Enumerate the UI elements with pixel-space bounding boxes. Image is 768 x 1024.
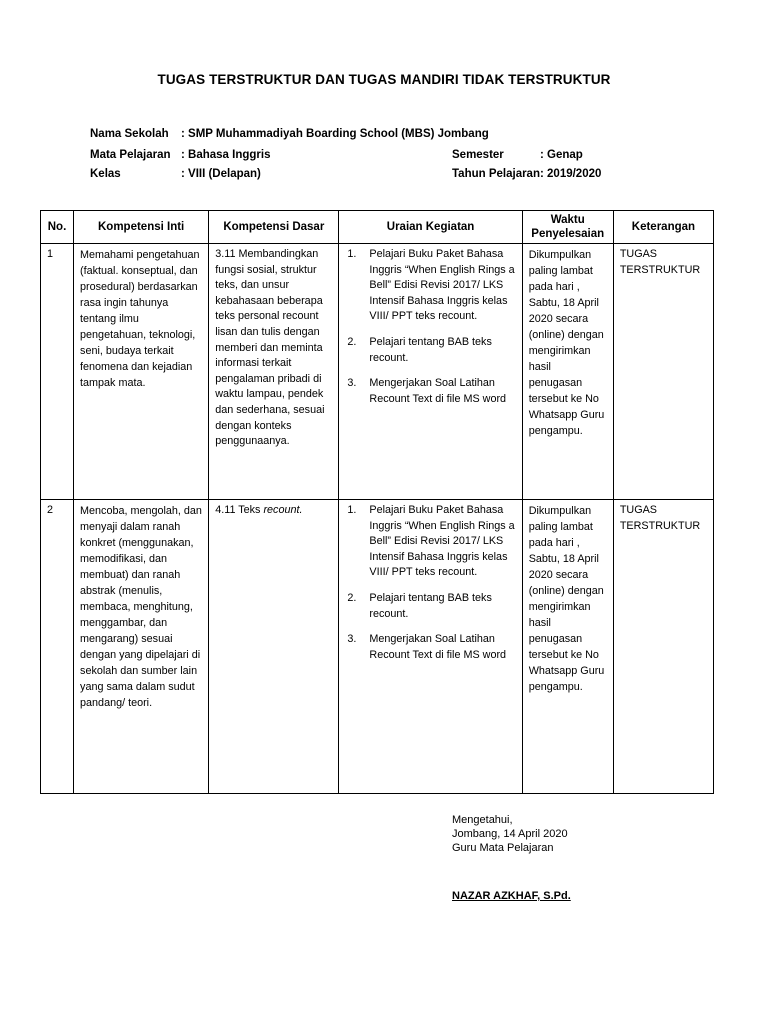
activity-list <box>345 503 515 663</box>
activity-list <box>345 247 515 407</box>
list-text: Pelajari tentang BAB teks recount. <box>369 335 492 364</box>
mata-pelajaran-label: Mata Pelajaran <box>90 149 171 161</box>
list-number: 3. <box>347 377 357 390</box>
sign-role: Guru Mata Pelajaran <box>452 842 554 854</box>
list-number: 2. <box>347 591 357 604</box>
kd-italic: recount. <box>263 504 303 516</box>
list-item <box>345 632 515 663</box>
cell-keterangan: TUGAS TERSTRUKTUR <box>613 244 713 500</box>
semester-label: Semester <box>452 149 504 161</box>
table-row <box>41 244 714 500</box>
nama-sekolah-label: Nama Sekolah <box>90 128 169 140</box>
kd-prefix: 4.11 Teks <box>215 504 264 516</box>
list-text: Mengerjakan Soal Latihan Recount Text di file MS word <box>369 377 507 405</box>
header-keterangan: Keterangan <box>613 211 713 244</box>
list-item <box>345 335 515 366</box>
cell-waktu-penyelesaian: Dikumpulkan paling lambat pada hari , Sabtu, 18 April 2020 secara (online) dengan mengirimkan hasil penugasan tersebut ke No Whatsapp Guru pengampu. <box>522 244 613 500</box>
nama-sekolah-value: : SMP Muhammadiyah Boarding School (MBS) Jombang <box>181 128 489 140</box>
header-kompetensi-inti: Kompetensi Inti <box>74 211 209 244</box>
list-item <box>345 591 515 622</box>
header-kompetensi-dasar: Kompetensi Dasar <box>209 211 339 244</box>
cell-waktu-penyelesaian: Dikumpulkan paling lambat pada hari , Sabtu, 18 April 2020 secara (online) dengan mengirimkan hasil penugasan tersebut ke No Whatsapp Guru pengampu. <box>522 500 613 794</box>
cell-kompetensi-dasar <box>209 500 339 794</box>
cell-keterangan: TUGAS TERSTRUKTUR <box>613 500 713 794</box>
header-waktu-penyelesaian: Waktu Penyelesaian <box>522 211 613 244</box>
list-text: Mengerjakan Soal Latihan Recount Text di file MS word <box>369 633 507 661</box>
kelas-value: : VIII (Delapan) <box>181 168 261 180</box>
cell-kompetensi-inti: Mencoba, mengolah, dan menyaji dalam ranah konkret (menggunakan, memodifikasi, dan membuat) dan ranah abstrak (menulis, membaca, menghitung, menggambar, dan mengarang) sesuai dengan yang dipelajari di sekolah dan sumber lain yang sama dalam sudut pandang/ teori. <box>74 500 209 794</box>
semester-value: : Genap <box>540 149 583 161</box>
header-uraian-kegiatan: Uraian Kegiatan <box>339 211 522 244</box>
list-number: 2. <box>347 335 357 348</box>
header-no: No. <box>41 211 74 244</box>
kelas-label: Kelas <box>90 168 121 180</box>
cell-uraian-kegiatan <box>339 500 522 794</box>
sign-place-date: Jombang, 14 April 2020 <box>452 828 568 840</box>
cell-no: 2 <box>41 500 74 794</box>
cell-kompetensi-inti: Memahami pengetahuan (faktual. konseptual, dan prosedural) berdasarkan rasa ingin tahunya tentang ilmu pengetahuan, teknologi, seni, budaya terkait fenomena dan kejadian tampak mata. <box>74 244 209 500</box>
document-title: TUGAS TERSTRUKTUR DAN TUGAS MANDIRI TIDAK TERSTRUKTUR <box>157 72 611 87</box>
table-row <box>41 500 714 794</box>
list-number: 3. <box>347 633 357 646</box>
tahun-pelajaran-label: Tahun Pelajaran <box>452 168 540 180</box>
list-text: Pelajari Buku Paket Bahasa Inggris “When English Rings a Bell” Edisi Revisi 2017/ LKS Intensif Bahasa Inggris kelas VIII/ PPT teks recount. <box>369 248 515 323</box>
task-table <box>40 210 714 794</box>
list-text: Pelajari tentang BAB teks recount. <box>369 591 492 620</box>
mata-pelajaran-value: : Bahasa Inggris <box>181 149 271 161</box>
table-header-row <box>41 211 714 244</box>
list-item <box>345 376 515 407</box>
sign-mengetahui: Mengetahui, <box>452 814 513 826</box>
signer-name: NAZAR AZKHAF, S.Pd. <box>452 890 571 902</box>
list-text: Pelajari Buku Paket Bahasa Inggris “When English Rings a Bell” Edisi Revisi 2017/ LKS Intensif Bahasa Inggris kelas VIII/ PPT teks recount. <box>369 504 515 579</box>
list-item <box>345 503 515 581</box>
list-item <box>345 247 515 325</box>
tahun-pelajaran-value: : 2019/2020 <box>540 168 602 180</box>
cell-kompetensi-dasar: 3.11 Membandingkan fungsi sosial, struktur teks, dan unsur kebahasaan beberapa teks personal recount lisan dan tulis dengan memberi dan meminta informasi terkait pengalaman pribadi di waktu lampau, pendek dan sederhana, sesuai dengan konteks penggunaanya. <box>209 244 339 500</box>
cell-no: 1 <box>41 244 74 500</box>
list-number: 1. <box>347 248 357 260</box>
list-number: 1. <box>347 504 357 516</box>
cell-uraian-kegiatan <box>339 244 522 500</box>
